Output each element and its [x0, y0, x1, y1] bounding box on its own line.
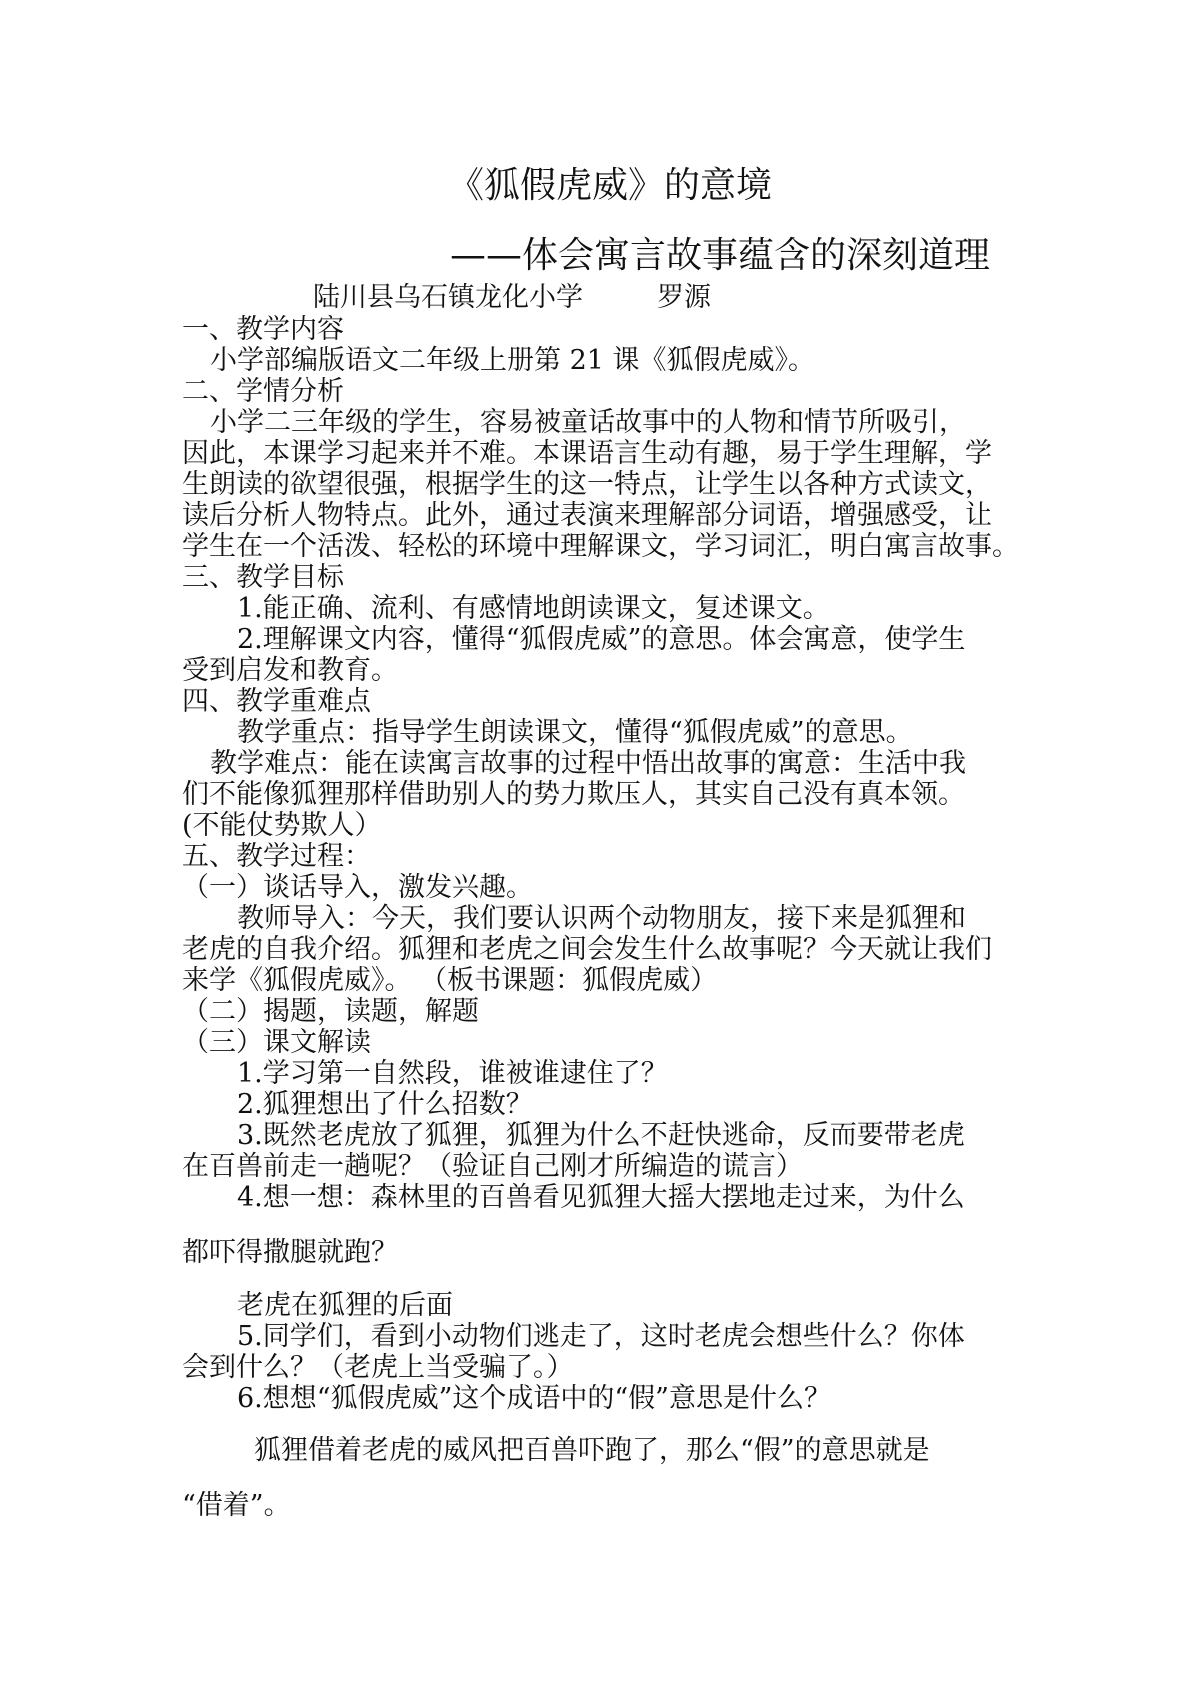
paragraph-line: 读后分析人物特点。此外，通过表演来理解部分词语，增强感受，让 [182, 500, 992, 531]
section-heading: 五、教学过程： [182, 841, 371, 872]
paragraph-line: 3.既然老虎放了狐狸，狐狸为什么不赶快逃命，反而要带老虎 [237, 1120, 965, 1151]
section-heading: 三、教学目标 [182, 562, 344, 593]
paragraph-line: 在百兽前走一趟呢？（验证自己刚才所编造的谎言） [182, 1151, 803, 1182]
subsection-heading: （二）揭题，读题，解题 [182, 996, 479, 1027]
paragraph-line: 会到什么？（老虎上当受骗了。） [182, 1352, 574, 1383]
paragraph-line: 老虎在狐狸的后面 [237, 1290, 453, 1321]
paragraph-line: 1.能正确、流利、有感情地朗读课文，复述课文。 [237, 593, 830, 624]
document-title: 《狐假虎威》的意境 [448, 165, 773, 206]
paragraph-line: 教学重点：指导学生朗读课文，懂得“狐假虎威”的意思。 [237, 717, 913, 748]
subsection-heading: （三）课文解读 [182, 1027, 371, 1058]
paragraph-line: 老虎的自我介绍。狐狸和老虎之间会发生什么故事呢？今天就让我们 [182, 934, 992, 965]
paragraph-line: 2.理解课文内容，懂得“狐假虎威”的意思。体会寓意，使学生 [237, 624, 966, 655]
paragraph-line: 小学部编版语文二年级上册第 21 课《狐假虎威》。 [210, 345, 816, 376]
section-heading: 二、学情分析 [182, 376, 344, 407]
paragraph-line: 1.学习第一自然段，谁被谁逮住了？ [237, 1058, 668, 1089]
paragraph-line: “借着”。 [182, 1490, 291, 1521]
section-heading: 四、教学重难点 [182, 686, 371, 717]
paragraph-line: 都吓得撒腿就跑？ [182, 1237, 398, 1268]
paragraph-line: (不能仗势欺人） [182, 810, 382, 841]
paragraph-line: 学生在一个活泼、轻松的环境中理解课文，学习词汇，明白寓言故事。 [182, 531, 1019, 562]
paragraph-line: 狐狸借着老虎的威风把百兽吓跑了，那么“假”的意思就是 [254, 1435, 930, 1466]
author-name: 罗源 [657, 282, 711, 313]
paragraph-line: 2.狐狸想出了什么招数？ [237, 1089, 533, 1120]
subsection-heading: （一）谈话导入，激发兴趣。 [182, 872, 533, 903]
paragraph-line: 5.同学们，看到小动物们逃走了，这时老虎会想些什么？你体 [237, 1321, 965, 1352]
section-heading: 一、教学内容 [182, 314, 344, 345]
paragraph-line: 教学难点：能在读寓言故事的过程中悟出故事的寓意：生活中我 [210, 748, 966, 779]
paragraph-line: 生朗读的欲望很强，根据学生的这一特点，让学生以各种方式读文， [182, 469, 992, 500]
paragraph-line: 6.想想“狐假虎威”这个成语中的“假”意思是什么？ [237, 1383, 831, 1414]
paragraph-line: 4.想一想：森林里的百兽看见狐狸大摇大摆地走过来，为什么 [237, 1182, 965, 1213]
paragraph-line: 来学《狐假虎威》。 （板书课题：狐假虎威） [182, 965, 718, 996]
paragraph-line: 小学二三年级的学生，容易被童话故事中的人物和情节所吸引， [210, 407, 966, 438]
author-school: 陆川县乌石镇龙化小学 [313, 282, 583, 313]
paragraph-line: 教师导入：今天，我们要认识两个动物朋友，接下来是狐狸和 [237, 903, 966, 934]
paragraph-line: 受到启发和教育。 [182, 655, 398, 686]
document-subtitle: ——体会寓言故事蕴含的深刻道理 [450, 235, 991, 276]
paragraph-line: 们不能像狐狸那样借助别人的势力欺压人，其实自己没有真本领。 [182, 779, 965, 810]
paragraph-line: 因此，本课学习起来并不难。本课语言生动有趣，易于学生理解，学 [182, 438, 992, 469]
author-line [313, 282, 711, 314]
